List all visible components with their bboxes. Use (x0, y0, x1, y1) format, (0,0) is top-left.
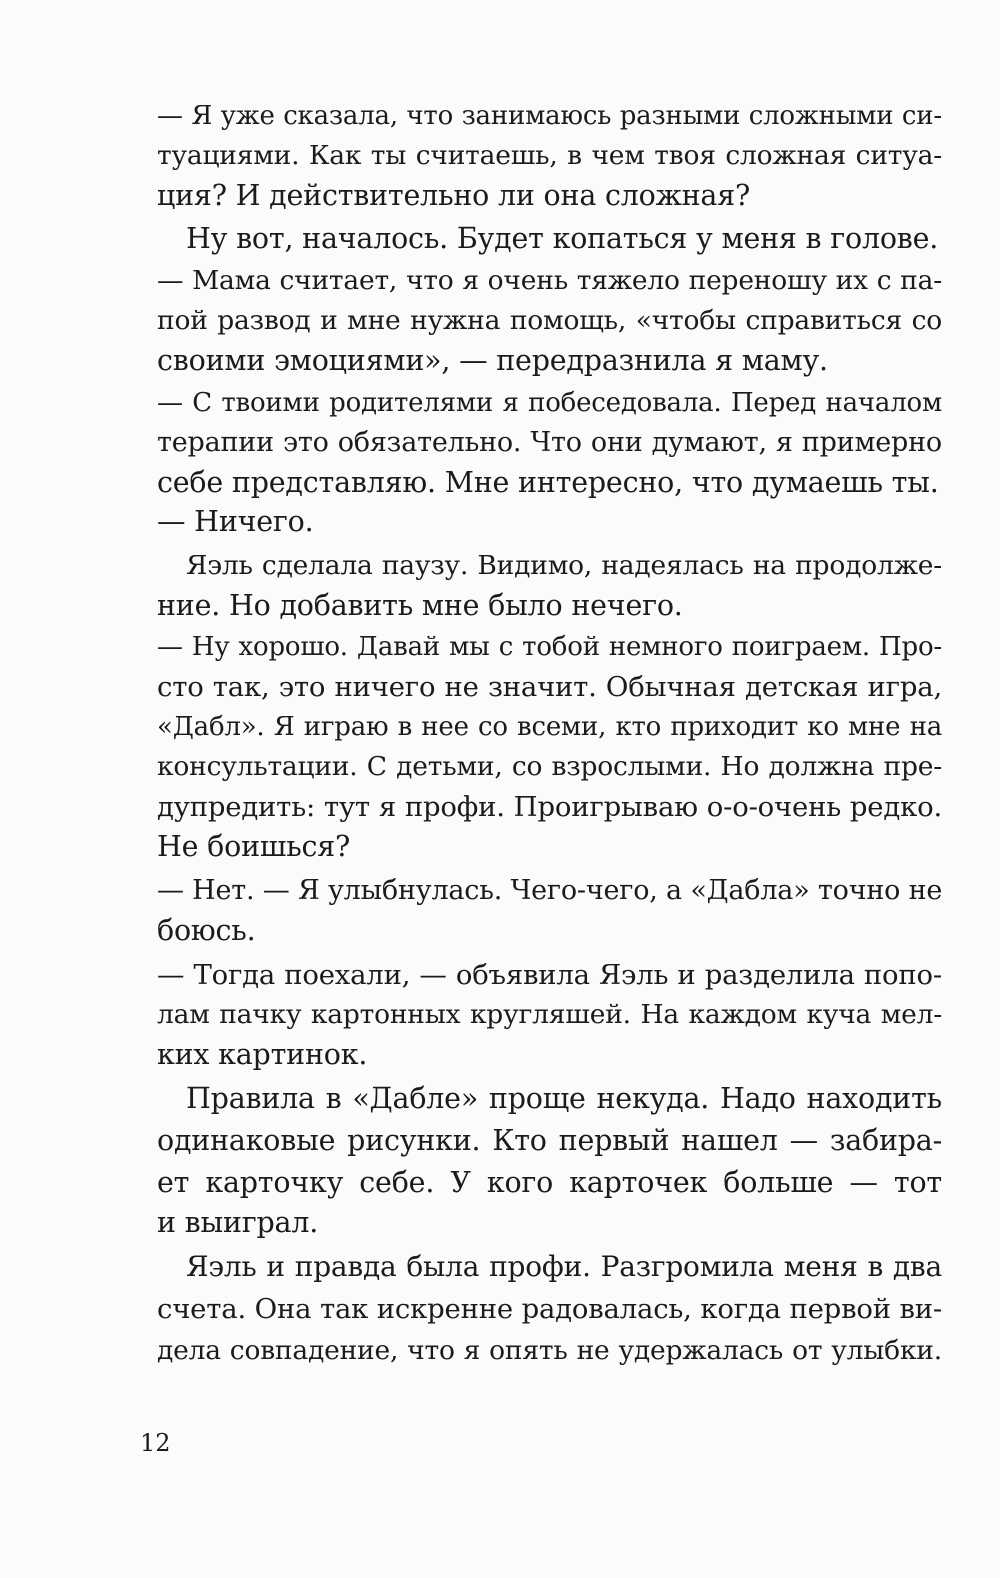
text-line: дела совпадение, что я опять не удержалась от улыбки. (157, 1335, 942, 1366)
text-line: дупредить: тут я профи. Проигрываю о-о-очень редко. (157, 791, 942, 823)
text-line: счета. Она так искренне радовалась, когда первой ви- (157, 1293, 942, 1325)
text-line: терапии это обязательно. Что они думают, я примерно (157, 427, 942, 458)
text-line: — Мама считает, что я очень тяжело переношу их с па- (157, 265, 942, 296)
text-line: ет карточку себе. У кого карточек больше — тот (157, 1166, 942, 1199)
text-line: сто так, это ничего не значит. Обычная детская игра, (157, 671, 942, 703)
text-line: консультации. С детьми, со взрослыми. Но должна пре- (157, 751, 942, 782)
text-line: ние. Но добавить мне было нечего. (157, 589, 683, 622)
text-line: ция? И действительно ли она сложная? (157, 179, 751, 212)
text-line: одинаковые рисунки. Кто первый нашел — забира- (157, 1124, 942, 1157)
text-line: ких картинок. (157, 1038, 368, 1071)
text-line: — Нет. — Я улыбнулась. Чего-чего, а «Дабла» точно не (157, 875, 943, 906)
text-line: — С твоими родителями я побеседовала. Перед началом (157, 388, 942, 418)
text-line: Правила в «Дабле» проще некуда. Надо находить (186, 1082, 942, 1115)
text-line: лам пачку картонных кругляшей. На каждом куча мел- (157, 999, 942, 1030)
text-line: «Дабл». Я играю в нее со всеми, кто приходит ко мне на (157, 712, 942, 742)
text-line: Яэль сделала паузу. Видимо, надеялась на продолже- (186, 550, 942, 581)
text-line: боюсь. (157, 914, 256, 947)
text-line: Яэль и правда была профи. Разгромила меня в два (186, 1250, 942, 1283)
page-number: 12 (140, 1429, 171, 1457)
text-line: — Я уже сказала, что занимаюсь разными сложными си- (157, 101, 942, 131)
text-line: — Тогда поехали, — объявила Яэль и разделила попо- (157, 959, 942, 991)
text-line: — Ну хорошо. Давай мы с тобой немного поиграем. Про- (157, 632, 942, 662)
text-line: — Ничего. (157, 505, 314, 538)
text-line: пой развод и мне нужна помощь, «чтобы справиться со (157, 305, 942, 336)
text-line: себе представляю. Мне интересно, что думаешь ты. (157, 466, 939, 499)
text-line: Ну вот, началось. Будет копаться у меня в голове. (186, 222, 939, 255)
text-line: своими эмоциями», — передразнила я маму. (157, 344, 828, 377)
text-line: туациями. Как ты считаешь, в чем твоя сложная ситуа- (157, 140, 942, 171)
text-line: Не боишься? (157, 830, 351, 863)
text-line: и выиграл. (157, 1206, 319, 1239)
